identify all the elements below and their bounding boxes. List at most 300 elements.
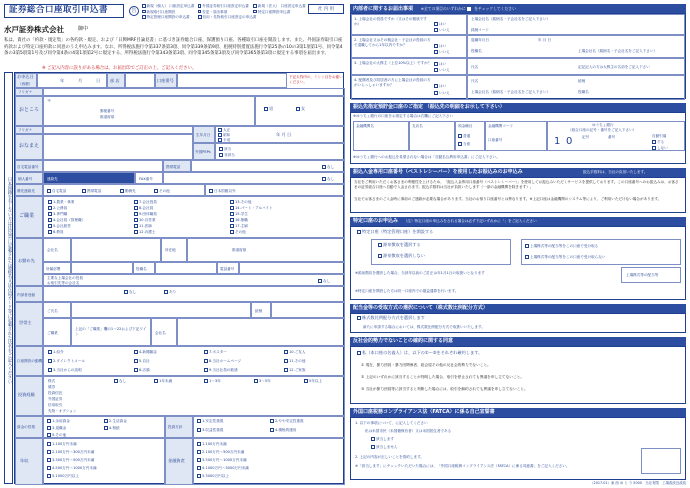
insider-q3-yes-label: はい <box>439 62 447 66</box>
household-name-label-cell <box>43 302 71 318</box>
income-checkbox[interactable] <box>47 450 51 454</box>
fund-label-cell <box>15 416 43 438</box>
day-unit: 日 <box>96 78 101 83</box>
purpose-checkbox[interactable] <box>48 350 52 354</box>
income-checkbox[interactable] <box>47 466 51 470</box>
branch-label: 部 店 <box>110 78 120 83</box>
tokutei-warning2: ※特定口座を開設した方は同一口座内での損益通算を行います。 <box>355 289 459 293</box>
branch-input[interactable] <box>125 73 155 88</box>
insider-q2-company-label: 上場会社名（銘柄名・子会社名をご記入下さい） <box>578 49 658 53</box>
form-type-label: 特定口座開設申込書 <box>257 9 291 14</box>
insider-none-checkbox[interactable] <box>124 290 128 294</box>
era-heisei-label: 平成 <box>223 138 231 142</box>
insider-q4-detail[interactable] <box>467 75 685 100</box>
occupation-checkbox[interactable] <box>230 206 234 210</box>
work-phone-input[interactable] <box>239 262 345 274</box>
position-label-cell <box>133 262 155 274</box>
asset-option-label: 1.100万円未満 <box>202 442 227 446</box>
occupation-label: ご職業 <box>19 213 35 219</box>
fatca-note: ※「該当します」にチェックいただいた場合には、「外国口座税務コンプライアンス法（FATCA）に係る同意書」をご記入ください。 <box>355 464 570 468</box>
occupation-checkbox[interactable] <box>48 224 52 228</box>
purpose-checkbox[interactable] <box>134 350 138 354</box>
purpose-option-label: 7.ポスター <box>209 350 227 354</box>
fatca-no-checkbox[interactable] <box>371 445 375 449</box>
purpose-checkbox[interactable] <box>48 368 52 372</box>
occupation-checkbox[interactable] <box>48 200 52 204</box>
pep-no-checkbox[interactable] <box>219 153 223 157</box>
income-checkbox[interactable] <box>47 474 51 478</box>
account-type-label: 預金種目 <box>458 124 473 128</box>
occupation-label: 15.学生 <box>235 212 248 216</box>
bank-name-label: 金融機関名 <box>356 124 374 128</box>
asset-checkbox[interactable] <box>197 474 201 478</box>
dept-input[interactable] <box>71 262 133 274</box>
dividend-section-title: 配当金等の受取方式の選択について（株式数比例配分方式） <box>353 305 488 311</box>
insider-q3 <box>351 58 467 75</box>
fatca-statement: 私は米国市民（米国籍保有者）又は米国居住者である <box>365 429 452 433</box>
occupation-checkbox[interactable] <box>48 206 52 210</box>
asset-options <box>193 438 345 485</box>
fund-label: 資金の性格 <box>17 425 35 429</box>
pep-label-cell <box>193 143 215 160</box>
yucho-number-label: 番号 <box>608 135 616 139</box>
household-company-input[interactable] <box>177 318 345 346</box>
asset-checkbox[interactable] <box>197 442 201 446</box>
address-label-cell <box>15 96 43 126</box>
dept-label-cell <box>43 262 71 274</box>
form-type-checklist <box>142 4 307 21</box>
asset-checkbox[interactable] <box>197 450 201 454</box>
account-type-checking-checkbox[interactable] <box>458 142 462 146</box>
fund-checkbox[interactable] <box>47 433 51 437</box>
workplace-address-input[interactable] <box>187 238 345 262</box>
purpose-option-label: 10.ご友人 <box>289 350 306 354</box>
household-relation-input[interactable] <box>271 302 345 318</box>
purpose-checkbox[interactable] <box>48 359 52 363</box>
bank-name-input[interactable] <box>353 121 409 151</box>
pep-no-label: 非該当 <box>224 153 235 157</box>
officer-none-checkbox[interactable] <box>318 279 322 283</box>
income-option-label: 5.1000万円以上 <box>52 474 79 478</box>
antisocial-section-header <box>350 337 686 346</box>
insider-q4-no-label: いいえ <box>439 91 450 95</box>
insider-q1 <box>351 14 467 35</box>
asset-option-label: 4.1000万円～3000万円未満 <box>202 466 249 470</box>
insider-q4-name-label: 氏名 <box>471 79 479 83</box>
furigana-label: フリガナ <box>18 90 33 94</box>
fund-checkbox[interactable] <box>47 426 51 430</box>
household-job-input[interactable] <box>71 318 151 346</box>
tokutei-section-title: 特定口座のお申込み <box>353 218 399 224</box>
purpose-checkbox[interactable] <box>284 368 288 372</box>
experience-grid <box>43 376 345 416</box>
occupation-label: 10.自営業 <box>139 218 156 222</box>
policy-label-cell <box>165 416 193 438</box>
experience-option-label: 1～3年 <box>209 379 221 383</box>
occupation-checkbox[interactable] <box>230 230 234 234</box>
yucho-auto-no-checkbox[interactable] <box>652 146 656 150</box>
occupation-checkbox[interactable] <box>48 212 52 216</box>
insider-q4-yes-checkbox[interactable] <box>434 84 438 88</box>
tokutei-tax-box[interactable] <box>621 267 681 283</box>
gender-female-checkbox[interactable] <box>296 107 300 111</box>
fax-label-cell <box>135 172 163 184</box>
era-showa-label: 昭和 <box>223 133 231 137</box>
asset-checkbox[interactable] <box>197 458 201 462</box>
yucho-auto-yes-label: する <box>657 140 665 144</box>
antisocial-section <box>350 346 686 404</box>
dividend-section <box>350 313 686 333</box>
fund-option-label: 2.生活資金 <box>109 419 127 423</box>
occupation-label: 6.教員 <box>53 230 64 234</box>
date-note: 下記太枠内の、ミシン目をお確いください。 <box>289 75 343 84</box>
insider-q4-company-label: 上場会社名（銘柄名・子会社名をご記入下さい） <box>471 90 551 94</box>
occupation-checkbox[interactable] <box>134 224 138 228</box>
fatca-signature-box[interactable] <box>641 448 681 474</box>
purpose-checkbox[interactable] <box>284 359 288 363</box>
tokutei-section-note: （注）特定口座の申込みをされる場合は必ず下記いずれかに「」をご記入ください <box>403 219 537 223</box>
insider-q4-text: 4. 配偶者及び同居者の方に上場会社の役員の方がいらっしゃいますか？ <box>354 78 431 88</box>
household-company-name-label-cell <box>151 318 177 346</box>
contact-home-checkbox[interactable] <box>47 189 51 193</box>
era-taisho-label: 大正 <box>223 128 231 132</box>
antisocial-section-title: 反社会的勢力でないことの確約に関する同意 <box>353 338 454 344</box>
policy-label: 投資方針 <box>168 425 183 429</box>
form-type-checkbox[interactable] <box>198 10 202 14</box>
gender-female-label: 女 <box>301 106 306 111</box>
yucho-digit-2: 0 <box>566 136 573 147</box>
occupation-checkbox[interactable] <box>230 218 234 222</box>
name-input[interactable] <box>43 134 193 160</box>
tokutei-open-checkbox[interactable] <box>357 230 361 234</box>
insider-q3-detail[interactable] <box>467 58 685 75</box>
occupation-checkbox[interactable] <box>230 224 234 228</box>
insider-q4-no-checkbox[interactable] <box>434 91 438 95</box>
fund-option-label: 1.余裕資金 <box>52 419 70 423</box>
insider-q4 <box>351 75 467 100</box>
contact-mobile-label: 携帯電話 <box>87 189 102 193</box>
era-taisho-checkbox[interactable] <box>218 128 222 132</box>
insider-example-checkbox <box>467 7 471 11</box>
birth-label: 生年月日 <box>196 133 211 137</box>
form-title: 証券総合口座取引申込書 <box>4 4 124 18</box>
purpose-option-label: 5.自社 <box>139 359 150 363</box>
position-input[interactable] <box>155 262 217 274</box>
experience-checkbox[interactable] <box>154 379 158 383</box>
dividend-proportional-checkbox[interactable] <box>357 316 361 320</box>
branch-name-input[interactable] <box>409 121 455 151</box>
insider-position-label: 役職名 <box>471 49 482 53</box>
date-sub: （西暦） <box>18 82 33 86</box>
contact-method-label: 優先連絡先 <box>17 189 35 193</box>
policy-checkbox[interactable] <box>197 419 201 423</box>
seal-mark: 告 <box>129 6 139 16</box>
work-phone-label-cell <box>217 262 239 274</box>
form-type-checkbox[interactable] <box>253 10 257 14</box>
fatca-section <box>350 417 686 480</box>
postal-mark: 〒 <box>47 98 52 103</box>
withholding-yes-checkbox[interactable] <box>378 243 382 247</box>
experience-checkbox[interactable] <box>114 379 118 383</box>
income-checkbox[interactable] <box>47 442 51 446</box>
yucho-mark-label: 記号 <box>582 135 590 139</box>
insider-q2-detail[interactable] <box>467 35 685 58</box>
form-type-checkbox[interactable] <box>198 15 202 19</box>
account-label: 口座番号 <box>157 78 174 83</box>
purpose-options <box>43 346 345 376</box>
form-type-checkbox[interactable] <box>142 10 146 14</box>
mobile-label: 携帯電話 <box>166 165 181 169</box>
occupation-checkbox[interactable] <box>134 200 138 204</box>
gender-male-checkbox[interactable] <box>264 107 268 111</box>
work-phone-label: 電話番号 <box>220 267 235 271</box>
purpose-checkbox[interactable] <box>134 368 138 372</box>
workplace-name-label: 会社名 <box>47 248 58 252</box>
form-footer-code: （2017.01）東 西 ゆ と り 5000 当社有限 工場改改良改改 <box>590 481 686 486</box>
occupation-label: 17.主婦 <box>235 224 248 228</box>
experience-checkbox[interactable] <box>304 379 308 383</box>
tokutei-section <box>350 226 686 300</box>
occupation-label: 12.弁護士 <box>139 230 156 234</box>
bank-section-note: ※ゆうちょ銀行の口座をお指定する場合は右欄にご記入下さい <box>353 114 454 118</box>
non-japanese-checkbox[interactable] <box>209 189 213 193</box>
insider-yes-checkbox[interactable] <box>164 290 168 294</box>
occupation-checkbox[interactable] <box>48 230 52 234</box>
household-job-note: 上記の「ご職業」欄の1～22および下記ワイン <box>75 327 147 337</box>
bank-section-header <box>350 103 686 112</box>
policy-checkbox[interactable] <box>197 428 201 432</box>
household-name-label: ご氏名 <box>47 309 58 313</box>
nationality-cell <box>205 184 345 196</box>
date-label: お申込日 <box>17 74 34 79</box>
insider-q2-text: 2. 上場会社又はその親会社・子会社の役員の方で退職してから1年以内ですか？ <box>354 38 431 48</box>
receiver-section-title: 振込入金専用口座番号（ベストレシーバー）を使用したお振込みのお申込み <box>353 169 523 175</box>
month-unit: 月 <box>78 78 83 83</box>
form-type-checkbox[interactable] <box>142 15 146 19</box>
era-showa-checkbox[interactable] <box>218 133 222 137</box>
form-type-label: 変更・届出事項 <box>202 9 228 14</box>
name-furigana-label-cell <box>15 126 43 134</box>
income-option-label: 2.100万円～300万円未満 <box>52 450 95 454</box>
insider-section <box>350 13 686 99</box>
address-input[interactable] <box>43 96 255 126</box>
purpose-checkbox[interactable] <box>204 359 208 363</box>
experience-option-label: 3～5年 <box>259 379 271 383</box>
birth-label-cell <box>193 126 215 143</box>
insider-period-unit: 年 月 日 <box>538 38 552 42</box>
contact-work-checkbox[interactable] <box>120 189 124 193</box>
receiver-text2: 当社でお客さまのご入金時に事前のご連絡が必要な場合があります。当社のお預り口座番号とは異なります。※上記口座は金融機関のシステム等により、ご利用いただけない場合があります。 <box>354 197 662 201</box>
insider-q3-yes-checkbox[interactable] <box>434 62 438 66</box>
insider-q2-yes-checkbox[interactable] <box>434 44 438 48</box>
antisocial-item2: ② 上記のいずれかに該当することが判明した場合、取引を停止されても異議を申し立てないこと。 <box>361 375 525 379</box>
account-number-input[interactable] <box>177 73 287 88</box>
pep-label: 外国PEPs <box>195 150 211 154</box>
purpose-option-label: 2.ダイレクトメール <box>53 359 85 363</box>
fatca-section-header <box>350 408 686 417</box>
account-type-normal-label: 普通 <box>463 134 471 138</box>
insider-q4-relation-label: 続柄 <box>578 79 586 83</box>
gender-male-label: 男 <box>269 106 274 111</box>
occupation-checkbox[interactable] <box>48 218 52 222</box>
gender-cell <box>255 96 345 126</box>
income-label-cell <box>15 438 43 485</box>
account-no-input[interactable] <box>485 121 547 151</box>
mobile-none-checkbox[interactable] <box>322 165 326 169</box>
asset-option-label: 5.3000万円以上 <box>202 474 229 478</box>
purpose-checkbox[interactable] <box>204 350 208 354</box>
form-type-label: 新規取引口座開設 <box>146 9 176 14</box>
insider-q3-text: 3. 上場会社の大株主（上位10%以上）ですか？ <box>354 61 432 65</box>
occupation-checkbox[interactable] <box>134 230 138 234</box>
insider-q1-detail[interactable] <box>467 14 685 35</box>
insider-period-label: 退職年月日 <box>471 38 489 42</box>
fatca-yes-checkbox[interactable] <box>371 437 375 441</box>
account-type-checking-label: 当座 <box>463 142 471 146</box>
antisocial-agree-checkbox[interactable] <box>357 351 361 355</box>
insider-label: 内部者登録 <box>17 293 35 297</box>
experience-checkbox[interactable] <box>204 379 208 383</box>
mobile-label-cell <box>163 160 191 172</box>
purpose-checkbox[interactable] <box>204 368 208 372</box>
fatca-no-label: 該当しません <box>376 445 398 449</box>
contact-mobile-checkbox[interactable] <box>82 189 86 193</box>
workplace-place-label-cell <box>161 238 187 262</box>
antisocial-item1: ① 現在、暴力団員・暴力団関係者、総会屋その他の反社会的勢力でないこと。 <box>361 363 491 367</box>
purpose-option-label: 11.その他 <box>289 359 306 363</box>
form-type-checkbox[interactable] <box>253 4 257 8</box>
mynumber-input[interactable] <box>43 172 135 184</box>
main-form-table <box>14 72 344 484</box>
era-heisei-checkbox[interactable] <box>218 138 222 142</box>
date-label-cell <box>15 73 37 88</box>
dividend-in-checkbox[interactable] <box>525 244 529 248</box>
internal-use-box: 社 内 用 <box>308 4 344 14</box>
fax-none-label: なし <box>327 177 335 181</box>
policy-option-label: 1.安定性重視 <box>202 419 224 423</box>
yucho-auto-label: 自動引落 <box>652 134 667 138</box>
dividend-out-checkbox[interactable] <box>525 255 529 259</box>
household-company-name-label: 会社名 <box>155 331 166 335</box>
bank-section-title: 振込先指定預貯金口座のご指定 <box>353 104 424 110</box>
insider-q1-no-checkbox[interactable] <box>434 28 438 32</box>
insider-q2-no-checkbox[interactable] <box>434 50 438 54</box>
fund-checkbox[interactable] <box>47 419 51 423</box>
occupation-label: 11.医師 <box>139 224 152 228</box>
address-furigana-input[interactable] <box>43 88 345 96</box>
fax-none-checkbox[interactable] <box>322 177 326 181</box>
occupation-label: 5.会社経営 <box>53 224 71 228</box>
insider-section-note: ※全ての項目のいずれかに <box>420 6 466 11</box>
dividend-proportional-label: 株式数比例配分方式を選択します <box>362 315 425 320</box>
experience-row-label: 先物・オプション <box>48 409 77 413</box>
asset-label-cell <box>165 438 193 485</box>
experience-row-label: 投資信託 <box>48 391 63 395</box>
account-type-normal-checkbox[interactable] <box>458 134 462 138</box>
form-type-label: 新規（法人） 口座設定申込書 <box>257 4 306 8</box>
purpose-option-label: 4.新聞雑誌 <box>139 350 157 354</box>
household-relation-label: 続柄 <box>255 309 263 313</box>
form-type-checkbox[interactable] <box>198 4 202 8</box>
purpose-option-label: 12.ご家族 <box>289 368 306 372</box>
position-label: 役職名 <box>136 267 147 271</box>
insider-q1-yes-checkbox[interactable] <box>434 22 438 26</box>
insider-q3-no-checkbox[interactable] <box>434 68 438 72</box>
fund-option-label: 4.相続 <box>109 426 120 430</box>
occupation-label: 9.団体職員 <box>139 212 157 216</box>
purpose-checkbox[interactable] <box>284 350 288 354</box>
purpose-option-label: 9.当社社員の勧誘 <box>209 368 238 372</box>
form-type-label: 新規（個人） 口座設定申込書 <box>146 4 195 8</box>
yucho-digit-1: 1 <box>554 136 561 147</box>
occupation-checkbox[interactable] <box>230 200 234 204</box>
occupation-options <box>43 196 345 238</box>
experience-option-label: 5年以上 <box>309 379 323 383</box>
tokutei-withholding-box <box>371 239 511 265</box>
occupation-label: 14.パート・アルバイト <box>235 206 273 210</box>
antisocial-lead: 私（本口座の名義人）は、以下の①～③をそれぞれ確約します。 <box>362 350 483 355</box>
experience-row-label: 外国証券 <box>48 397 63 401</box>
policy-option-label: 4.積極的運用 <box>275 428 297 432</box>
policy-checkbox[interactable] <box>270 428 274 432</box>
tokutei-dividend-box <box>521 239 681 265</box>
insider-q2 <box>351 35 467 58</box>
withholding-no-checkbox[interactable] <box>378 254 382 258</box>
name-furigana-input[interactable] <box>43 126 193 134</box>
occupation-checkbox[interactable] <box>134 206 138 210</box>
pep-yes-checkbox[interactable] <box>219 147 223 151</box>
policy-option-label: 3.収益性重視 <box>202 428 224 432</box>
purpose-option-label: 1.紹介 <box>53 350 64 354</box>
purpose-checkbox[interactable] <box>134 359 138 363</box>
dividend-in-label: 上場株式等の配当等をこの口座で受け取る <box>530 244 599 248</box>
fax-input[interactable] <box>163 172 345 184</box>
fund-checkbox[interactable] <box>104 426 108 430</box>
address-label: おところ <box>19 107 40 113</box>
receiver-text: 当社をご利用いただくお客さまの利便性を上げるため、「振込入金専用口座番号（ベストレシーバー）」を使用してお振込みいただくサービスを提供しております。この口座番号へのお振込みは、お客さまの証券総合口座へ自動で入金されます。振込手数料は当社が負担いたします（一部の金融機関を除きます）。 <box>354 180 679 190</box>
asset-checkbox[interactable] <box>197 466 201 470</box>
mynumber-label: 個人番号 <box>18 177 33 181</box>
birth-date-input[interactable] <box>215 126 345 143</box>
occupation-checkbox[interactable] <box>134 212 138 216</box>
yucho-input[interactable] <box>547 121 685 151</box>
form-type-checkbox[interactable] <box>142 4 146 8</box>
home-phone-input[interactable] <box>43 160 163 172</box>
occupation-checkbox[interactable] <box>230 212 234 216</box>
income-checkbox[interactable] <box>47 458 51 462</box>
contact-other-checkbox[interactable] <box>154 189 158 193</box>
workplace-name-input[interactable] <box>71 238 161 262</box>
bank-section-sub: （振込先の明細をお示して下さい） <box>424 104 505 110</box>
fund-checkbox[interactable] <box>104 419 108 423</box>
fund-options <box>43 416 165 438</box>
purpose-label-cell <box>15 346 43 376</box>
policy-checkbox[interactable] <box>270 419 274 423</box>
form-type-label: 外国証券取引口座設定申込書 <box>202 4 249 8</box>
date-input[interactable] <box>37 73 107 88</box>
household-relation-label-cell <box>251 302 271 318</box>
yucho-auto-yes-checkbox[interactable] <box>652 140 656 144</box>
addressee-company: 水戸証券株式会社 <box>4 25 64 34</box>
occupation-checkbox[interactable] <box>134 218 138 222</box>
income-label: 年収 <box>20 458 29 463</box>
experience-checkbox[interactable] <box>254 379 258 383</box>
household-name-input[interactable] <box>71 302 251 318</box>
yucho-note: （総合口座の記号・番号をご記入下さい） <box>568 128 637 132</box>
withholding-no-label: 源泉徴収を選択しない <box>383 253 425 258</box>
warning-note: ※ ご記入内容に誤りがある場合は、お届出印でご訂正の上、ご記入ください。 <box>42 66 197 71</box>
mobile-input[interactable] <box>191 160 345 172</box>
